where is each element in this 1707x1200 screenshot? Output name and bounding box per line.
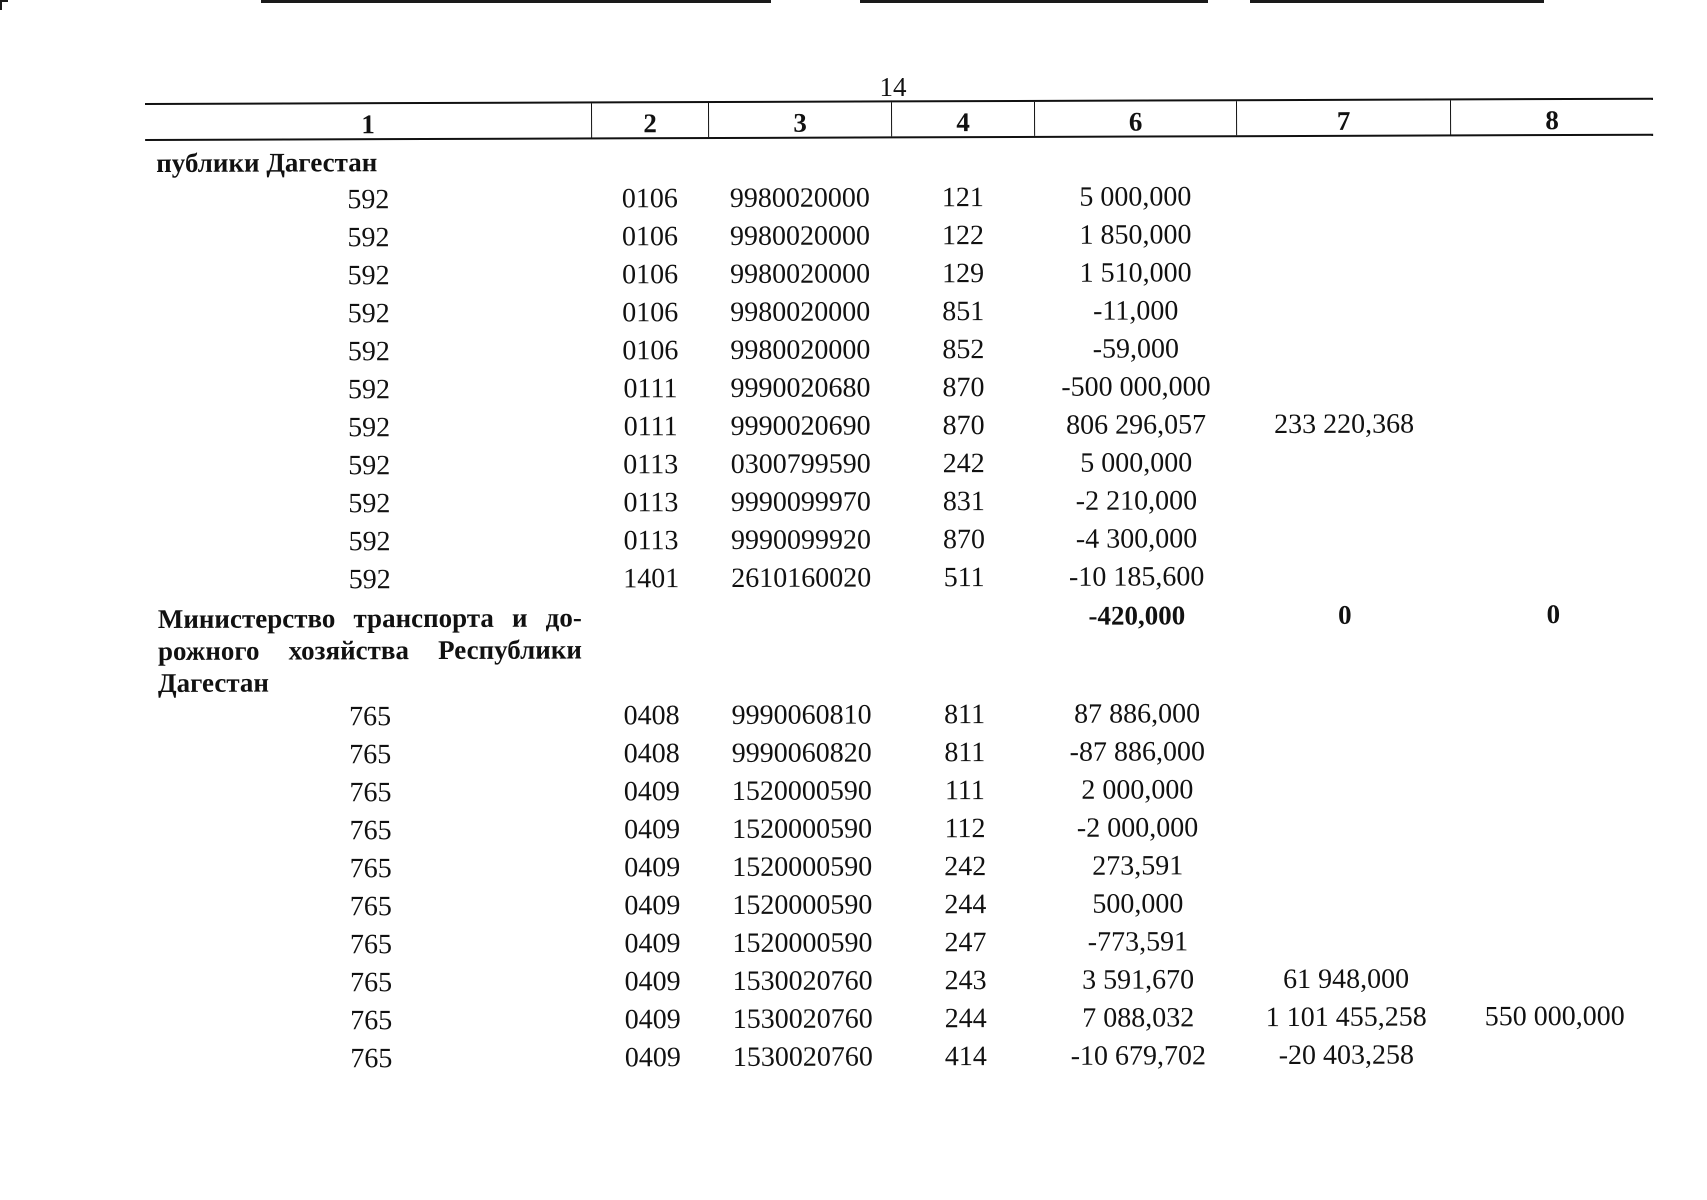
- table-cell-col-4: 242: [942, 448, 985, 480]
- table-cell-col-7: [1239, 884, 1453, 923]
- table-cell-col-8: [1451, 253, 1654, 292]
- table-cell-col-3: 1520000590: [731, 813, 873, 845]
- table-cell-col-7: -20 403,258: [1278, 1039, 1415, 1072]
- table-cell-col-4: 243: [944, 965, 987, 997]
- section-title-line: Министерство транспорта и до-: [157, 602, 582, 634]
- table-cell-col-6: 5 000,000: [1080, 447, 1193, 479]
- table-row: [146, 329, 1654, 372]
- section-title-line: рожного хозяйства Республики: [157, 634, 582, 666]
- table-cell-col-8: [1452, 770, 1655, 809]
- table-cell-col-4: 244: [944, 889, 987, 921]
- section-total: 0: [1546, 599, 1561, 630]
- table-cell-col-6: -773,591: [1087, 926, 1189, 958]
- section-total: 0: [1337, 599, 1352, 630]
- empty-cell: [710, 600, 893, 601]
- table-cell-col-8: [1452, 808, 1655, 847]
- section-title: [145, 142, 591, 182]
- table-cell-col-8: [1451, 519, 1654, 558]
- table-cell-col-7: [1239, 922, 1453, 961]
- table-cell-col-2: 0409: [623, 814, 681, 846]
- table-cell-col-3: 1520000590: [732, 927, 873, 959]
- header-col-3: 3: [708, 102, 891, 137]
- table-cell-col-1: 592: [348, 488, 391, 520]
- table-cell-col-8: [1452, 557, 1655, 596]
- table-cell-col-7: [1236, 215, 1450, 254]
- table-cell-col-8: [1453, 1036, 1656, 1075]
- table-cell-col-4: 414: [944, 1041, 987, 1073]
- table-cell-col-7: [1237, 253, 1451, 292]
- table-cell-col-6: 273,591: [1092, 850, 1184, 882]
- table-cell-col-4: 811: [944, 737, 986, 769]
- table-row: [146, 405, 1654, 448]
- table-cell-col-3: 9980020000: [729, 182, 870, 214]
- table-cell-col-2: 0409: [624, 852, 681, 884]
- table-cell-col-4: 244: [944, 1003, 987, 1035]
- table-cell-col-4: 511: [943, 562, 985, 594]
- table-cell-col-2: 0409: [624, 928, 681, 960]
- scan-edge-line: [1250, 0, 1544, 3]
- table-cell-col-2: 0106: [621, 221, 679, 253]
- table-cell-col-1: 765: [350, 1043, 393, 1075]
- table-cell-col-2: 0409: [624, 966, 681, 998]
- section-heading: [147, 595, 1655, 699]
- table-row: [148, 1036, 1656, 1079]
- table-cell-col-6: 806 296,057: [1066, 409, 1207, 441]
- table-cell-col-6: 500,000: [1092, 888, 1184, 920]
- table-cell-col-6: -59,000: [1092, 333, 1180, 365]
- table-cell-col-2: 0408: [623, 738, 680, 770]
- table-cell-col-3: 9990060810: [731, 699, 872, 731]
- header-col-4: 4: [891, 102, 1034, 136]
- table-cell-col-2: 0111: [623, 411, 678, 443]
- table-cell-col-3: 1530020760: [732, 1041, 873, 1073]
- table-cell-col-3: 9990099970: [730, 486, 871, 518]
- table-cell-col-3: 9990099920: [730, 524, 872, 556]
- table-cell-col-1: 765: [349, 853, 392, 885]
- table-row: [148, 998, 1656, 1041]
- table-row: [147, 557, 1655, 600]
- table-cell-col-7: [1237, 519, 1451, 558]
- table-row: [147, 808, 1655, 851]
- table-cell-col-8: [1451, 329, 1654, 368]
- table-cell-col-6: 3 591,670: [1082, 964, 1195, 996]
- header-col-2: 2: [591, 103, 708, 137]
- table-cell-col-7: [1238, 557, 1452, 596]
- table-row: [146, 481, 1654, 524]
- table-cell-col-4: 831: [942, 486, 985, 518]
- table-body: [145, 136, 1656, 1079]
- table-cell-col-1: 592: [347, 336, 390, 368]
- table-cell-col-3: 9980020000: [730, 296, 871, 328]
- table-cell-col-7: [1236, 177, 1450, 216]
- empty-cell: [1450, 139, 1653, 140]
- table-cell-col-2: 0409: [624, 1042, 681, 1074]
- table-cell-col-6: 1 850,000: [1079, 219, 1192, 251]
- table-header-row: [145, 98, 1653, 141]
- table-cell-col-7: [1238, 808, 1452, 847]
- table-cell-col-2: 0409: [624, 1004, 681, 1036]
- table-row: [146, 253, 1654, 296]
- table-cell-col-2: 0408: [623, 700, 680, 732]
- table-row: [146, 443, 1654, 486]
- table-cell-col-3: 0300799590: [730, 448, 871, 480]
- scan-corner-mark: [0, 0, 8, 10]
- header-col-8: 8: [1450, 100, 1653, 135]
- table-cell-col-2: 0113: [623, 487, 679, 519]
- table-row: [145, 215, 1653, 258]
- table-cell-col-3: 1520000590: [732, 889, 873, 921]
- section-title-line: Дагестан: [157, 667, 270, 698]
- table-cell-col-8: [1453, 960, 1656, 999]
- table-cell-col-6: 7 088,032: [1082, 1002, 1195, 1034]
- table-cell-col-6: -10 679,702: [1070, 1040, 1207, 1072]
- table-cell-col-8: [1452, 732, 1655, 771]
- table-cell-col-1: 765: [349, 777, 392, 809]
- table-cell-col-1: 592: [348, 412, 391, 444]
- table-cell-col-1: 765: [349, 891, 392, 923]
- table-cell-col-8: [1451, 405, 1654, 444]
- table-cell-col-2: 1401: [623, 563, 680, 595]
- table-cell-col-6: 87 886,000: [1074, 698, 1201, 730]
- table-cell-col-7: [1238, 732, 1452, 771]
- table-row: [145, 177, 1653, 220]
- table-cell-col-4: 122: [941, 220, 985, 252]
- table-cell-col-2: 0111: [623, 373, 678, 405]
- table-row: [148, 960, 1656, 1003]
- table-cell-col-6: 1 510,000: [1079, 257, 1192, 289]
- table-cell-col-2: 0113: [623, 525, 679, 557]
- table-cell-col-8: [1451, 443, 1654, 482]
- table-cell-col-4: 852: [942, 334, 985, 366]
- table-cell-col-7: [1238, 770, 1452, 809]
- table-cell-col-7: [1239, 846, 1453, 885]
- empty-cell: [1236, 139, 1450, 140]
- table-row: [148, 922, 1656, 965]
- empty-cell: [708, 141, 891, 142]
- table-cell-col-3: 1530020760: [732, 965, 873, 997]
- page-number: 14: [879, 72, 907, 102]
- table-cell-col-3: 9980020000: [729, 220, 871, 252]
- scan-edge-line: [261, 0, 771, 3]
- table-cell-col-1: 592: [347, 374, 391, 406]
- table-cell-col-6: 5 000,000: [1079, 181, 1192, 213]
- table-cell-col-4: 247: [944, 927, 987, 959]
- table-cell-col-1: 592: [348, 564, 391, 596]
- table-cell-col-8: [1450, 215, 1653, 254]
- table-row: [146, 291, 1654, 334]
- table-cell-col-1: 592: [347, 260, 390, 292]
- table-cell-col-1: 592: [347, 298, 390, 330]
- table-cell-col-3: 9980020000: [730, 334, 871, 366]
- table-cell-col-8: [1451, 481, 1654, 520]
- table-row: [147, 732, 1655, 775]
- table-cell-col-7: [1238, 694, 1452, 733]
- table-cell-col-2: 0106: [622, 259, 679, 291]
- table-cell-col-3: 9990020690: [730, 410, 871, 442]
- table-cell-col-8: [1453, 884, 1656, 923]
- table-cell-col-3: 1530020760: [732, 1003, 873, 1035]
- table-cell-col-4: 870: [942, 524, 986, 556]
- table-cell-col-3: 1520000590: [732, 851, 873, 883]
- table-cell-col-2: 0409: [623, 776, 680, 808]
- table-cell-col-3: 9990060820: [731, 737, 872, 769]
- table-cell-col-4: 242: [944, 851, 987, 883]
- table-row: [148, 846, 1656, 889]
- table-cell-col-7: [1237, 367, 1451, 406]
- table-cell-col-1: 765: [350, 1005, 393, 1037]
- table-cell-col-6: -10 185,600: [1068, 561, 1205, 593]
- table-cell-col-4: 870: [942, 410, 985, 442]
- table-cell-col-1: 765: [349, 815, 392, 847]
- table-cell-col-4: 851: [942, 296, 985, 328]
- header-col-6: 6: [1034, 101, 1236, 136]
- section-heading: [145, 139, 1653, 182]
- table-cell-col-2: 0106: [622, 335, 679, 367]
- table-row: [148, 884, 1656, 927]
- table-cell-col-1: 765: [349, 701, 392, 733]
- header-col-7: 7: [1236, 100, 1450, 135]
- table-cell-col-1: 592: [348, 450, 391, 482]
- table-cell-col-1: 592: [348, 526, 391, 558]
- table-cell-col-1: 592: [347, 222, 390, 254]
- empty-cell: [1034, 140, 1236, 141]
- table-cell-col-4: 811: [944, 699, 986, 731]
- table-cell-col-7: 1 101 455,258: [1265, 1001, 1427, 1034]
- table-cell-col-4: 870: [942, 372, 985, 404]
- table-cell-col-7: 233 220,368: [1274, 408, 1415, 441]
- table-cell-col-6: -11,000: [1093, 295, 1179, 327]
- table-cell-col-8: 550 000,000: [1484, 1000, 1625, 1033]
- table-row: [146, 519, 1654, 562]
- table-cell-col-4: 121: [941, 182, 984, 214]
- table-row: [147, 694, 1655, 737]
- table-cell-col-7: [1237, 291, 1451, 330]
- table-cell-col-7: [1237, 329, 1451, 368]
- table-cell-col-6: -4 300,000: [1075, 523, 1198, 555]
- section-title-line: публики Дагестан: [156, 147, 378, 178]
- table-cell-col-8: [1453, 846, 1656, 885]
- table-cell-col-2: 0106: [621, 183, 678, 215]
- table-cell-col-4: 111: [944, 775, 985, 807]
- table-cell-col-6: -2 210,000: [1075, 485, 1198, 517]
- table-cell-col-2: 0113: [623, 449, 679, 481]
- table-row: [146, 367, 1654, 410]
- table-cell-col-1: 592: [347, 184, 390, 216]
- table-cell-col-1: 765: [349, 739, 392, 771]
- budget-table: [145, 98, 1656, 1079]
- table-cell-col-2: 0409: [624, 890, 681, 922]
- section-title: [147, 601, 593, 699]
- table-cell-col-8: [1450, 177, 1653, 216]
- table-cell-col-2: 0106: [622, 297, 679, 329]
- table-cell-col-6: -87 886,000: [1069, 736, 1205, 768]
- table-cell-col-8: [1453, 922, 1656, 961]
- table-cell-col-1: 765: [350, 967, 393, 999]
- table-cell-col-3: 2610160020: [731, 562, 872, 594]
- table-cell-col-8: [1451, 367, 1654, 406]
- table-cell-col-4: 129: [942, 258, 985, 290]
- table-cell-col-7: 61 948,000: [1283, 963, 1410, 996]
- table-cell-col-3: 9980020000: [730, 258, 871, 290]
- table-cell-col-6: -2 000,000: [1076, 812, 1199, 844]
- table-cell-col-3: 1520000590: [731, 775, 872, 807]
- table-cell-col-4: 112: [944, 813, 986, 845]
- table-cell-col-3: 9990020680: [730, 372, 871, 404]
- table-cell-col-1: 765: [349, 929, 392, 961]
- table-row: [147, 770, 1655, 813]
- table-cell-col-6: 2 000,000: [1081, 774, 1194, 806]
- scan-edge-line: [860, 0, 1208, 3]
- table-cell-col-8: [1452, 694, 1655, 733]
- table-cell-col-8: [1451, 291, 1654, 330]
- table-cell-col-7: [1237, 481, 1451, 520]
- table-cell-col-6: -500 000,000: [1061, 371, 1211, 403]
- section-total: -420,000: [1088, 600, 1186, 631]
- header-col-1: 1: [361, 109, 375, 140]
- table-cell-col-7: [1237, 443, 1451, 482]
